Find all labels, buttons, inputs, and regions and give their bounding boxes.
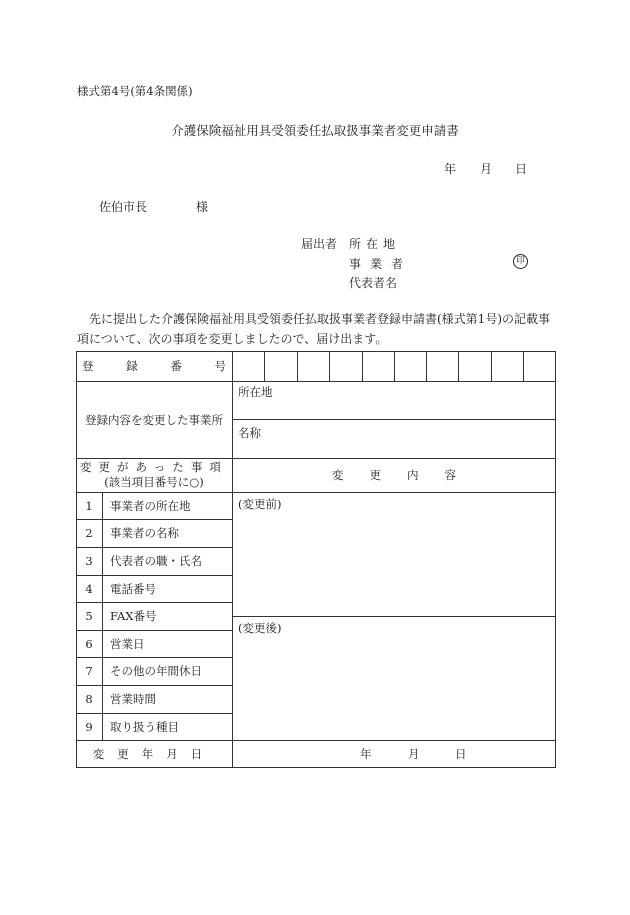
before-after-rule (232, 616, 556, 617)
item-label: 営業日 (110, 636, 145, 651)
reporter-business-label: 事業者 (349, 257, 413, 271)
change-content-header: 変更内容 (332, 468, 482, 482)
before-change-label: (変更前) (238, 497, 282, 511)
changed-items-note: (該当項目番号に○) (104, 475, 204, 489)
changed-items-header (76, 458, 232, 492)
item-label: 代表者の職・氏名 (110, 553, 202, 568)
after-change-label: (変更後) (238, 621, 282, 635)
item-number: 9 (85, 719, 93, 734)
item-number: 8 (85, 691, 93, 706)
reg-box-divider (426, 351, 427, 381)
reporter-representative-label: 代表者名 (349, 276, 398, 290)
reg-box-divider (362, 351, 363, 381)
item-label: 電話番号 (110, 581, 156, 596)
registration-number-label-char: 録 (126, 359, 138, 373)
item-number: 7 (85, 663, 93, 678)
location-label: 所在地 (238, 385, 273, 399)
change-date-label: 変更年月日 (92, 747, 216, 761)
reg-box-divider (491, 351, 492, 381)
changed-items-label: 変更があった事項 (80, 460, 228, 474)
change-date-value (232, 740, 556, 768)
form-number: 様式第4号(第4条関係) (77, 84, 193, 98)
row-rule (232, 419, 556, 420)
reporter-label: 届出者 (301, 237, 338, 251)
table-divider-main (232, 351, 233, 768)
item-number: 6 (85, 636, 93, 651)
reg-box-divider (523, 351, 524, 381)
registration-number-label (76, 351, 232, 381)
item-label: その他の年間休日 (110, 663, 202, 678)
reg-box-divider (394, 351, 395, 381)
registration-number-label-char: 登 (82, 359, 94, 373)
change-month-label: 月 (408, 747, 420, 761)
item-label: 事業者の所在地 (110, 498, 191, 513)
change-year-label: 年 (360, 747, 372, 761)
item-number: 4 (85, 581, 93, 596)
addressee-name: 佐伯市長 (99, 200, 148, 214)
item-number-divider (102, 492, 103, 740)
seal-mark: 印 (513, 254, 528, 269)
reporter-address-label: 所在地 (349, 237, 401, 251)
table-border-right (555, 351, 556, 768)
submission-day-label: 日 (515, 162, 528, 176)
change-application-table (76, 351, 556, 768)
document-title: 介護保険福祉用具受領委任払取扱事業者変更申請書 (171, 123, 459, 138)
item-label: 事業者の名称 (110, 525, 179, 540)
reg-box-divider (329, 351, 330, 381)
reg-box-divider (297, 351, 298, 381)
registration-number-label-char: 号 (214, 359, 226, 373)
submission-year-label: 年 (444, 162, 457, 176)
name-label: 名称 (238, 426, 261, 440)
submission-month-label: 月 (480, 162, 493, 176)
item-label: FAX番号 (110, 608, 157, 623)
change-day-label: 日 (455, 747, 467, 761)
item-number: 5 (85, 608, 93, 623)
item-number: 3 (85, 553, 93, 568)
reg-box-divider (264, 351, 265, 381)
addressee-honorific: 様 (196, 200, 209, 214)
item-number: 1 (85, 498, 93, 513)
intro-text: 先に提出した介護保険福祉用具受領委任払取扱事業者登録申請書(様式第1号)の記載事項について、次の事項を変更しましたので、届け出ます。 (77, 312, 551, 346)
reg-box-divider (458, 351, 459, 381)
registration-number-label-char: 番 (170, 359, 182, 373)
item-label: 取り扱う種目 (110, 719, 179, 734)
item-number: 2 (85, 525, 93, 540)
item-label: 営業時間 (110, 691, 156, 706)
changed-office-label: 登録内容を変更した事業所 (85, 413, 223, 427)
